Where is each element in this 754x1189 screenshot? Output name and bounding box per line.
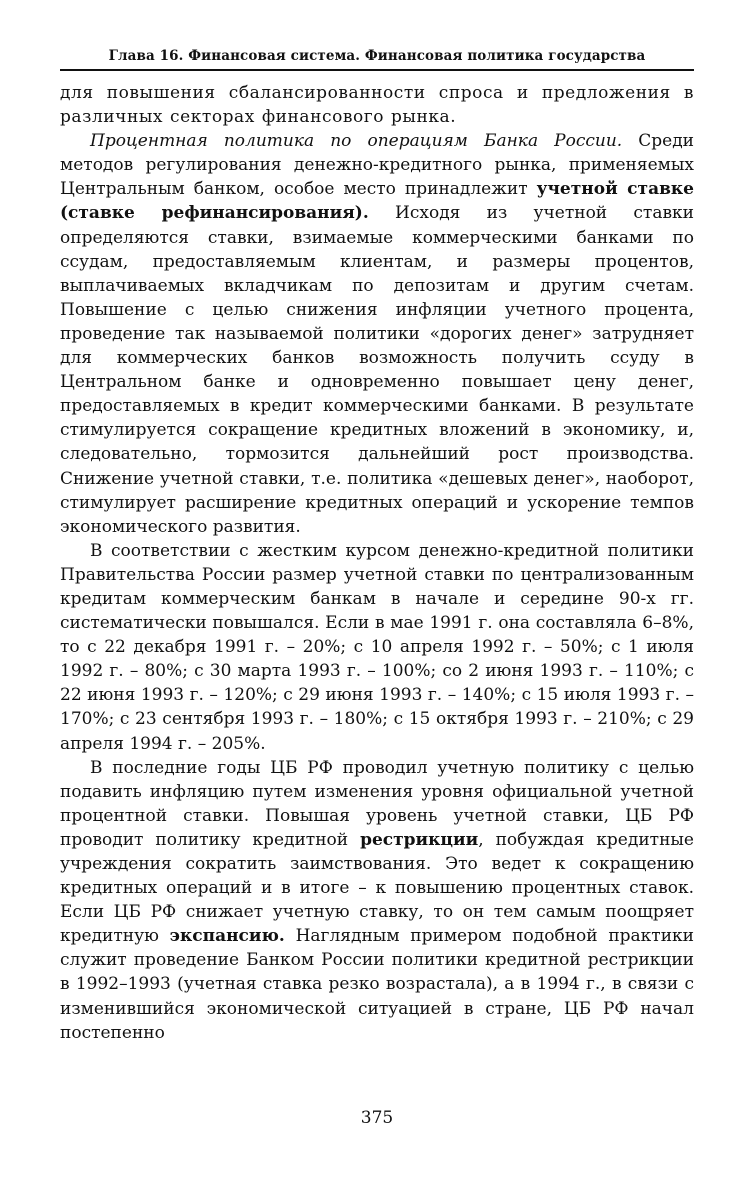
paragraph-text: В последние годы ЦБ РФ проводил учетную политику с целью подавить инфляцию путем изменения уровня официальной учетной процентной ставки. Повышая уровень учетной ставки, ЦБ РФ проводит политику кредитной <box>60 757 694 850</box>
paragraph-rate-history: В соответствии с жестким курсом денежно-кредитной политики Правительства России размер учетной ставки по централизованным кредитам коммерческим банкам в начале и середине 90-х гг. систематически повышался. Если в мае 1991 г. она составляла 6–8%, то с 22 декабря 1991 г. – 20%; с 10 апреля 1992 г. – 50%; с 1 июля 1992 г. – 80%; с 30 марта 1993 г. – 100%; со 2 июня 1993 г. – 110%; с 22 июня 1993 г. – 120%; с 29 июня 1993 г. – 140%; с 15 июля 1993 г. – 170%; с 23 сентября 1993 г. – 180%; с 15 октября 1993 г. – 210%; с 29 апреля 1994 г. – 205%. <box>60 540 694 754</box>
paragraph-text: Наглядным примером подобной практики служит проведение Банком России политики кредитной рестрикции в 1992–1993 (учетная ставка резко возрастала), а в 1994 г., в связи с изменившийся экономической ситуацией в стране, ЦБ РФ начал постепенно <box>60 926 694 1043</box>
paragraph-text: Исходя из учетной ставки определяются ставки, взимаемые коммерческими банками по ссудам, предоставляемым клиентам, и размеры процентов, выплачиваемых вкладчикам по депозитам и другим счетам. Повышение с целью снижения инфляции учетного процента, проведение так называемой политики «дорогих денег» затрудняет для коммерческих банков возможность получить ссуду в Центральном банке и одновременно повышает цену денег, предоставляемых в кредит коммерческими банками. В результате стимулируется сокращение кредитных вложений в экономику, и, следовательно, тормозится дальнейший рост производства. Снижение учетной ставки, т.е. политика «дешевых денег», наоборот, стимулирует расширение кредитных операций и ускорение темпов экономического развития. <box>60 203 694 537</box>
term-expansion: экспансию. <box>169 926 285 947</box>
main-text <box>60 81 694 1045</box>
paragraph-interest-policy <box>60 129 694 539</box>
paragraph-text: , побуждая кредитные учреждения сократить заимствования. Это ведет к сокращению кредитных операций и в итоге – к повышению процентных ставок. Если ЦБ РФ снижает учетную ставку, то он тем самым поощряет кредитную <box>60 829 694 947</box>
term-restriction: рестрикции <box>360 829 479 850</box>
term-discount-rate: учетной ставке (ставке рефинансирования). <box>60 179 694 224</box>
paragraph-text: Среди методов регулирования денежно-кредитного рынка, применяемых Центральным банком, особое место принадлежит <box>60 131 695 200</box>
page <box>60 48 694 1045</box>
paragraph-continuation: для повышения сбалансированности спроса и предложения в различных секторах финансового рынка. <box>60 83 694 128</box>
section-title-interest-policy: Процентная политика по операциям Банка России. <box>90 131 623 152</box>
running-header: Глава 16. Финансовая система. Финансовая политика государства <box>60 48 694 71</box>
paragraph-recent-policy <box>60 756 694 1045</box>
page-number: 375 <box>360 1108 394 1128</box>
